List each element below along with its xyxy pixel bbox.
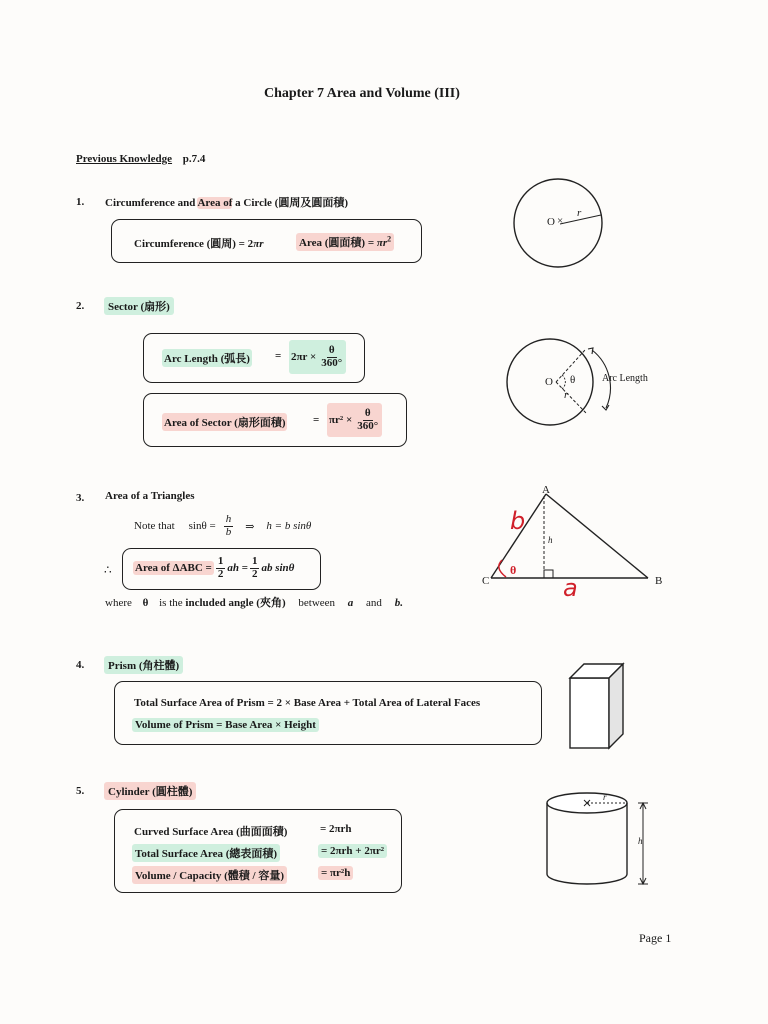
previous-knowledge-label: Previous Knowledge — [76, 153, 173, 165]
triangle-half-num-2: 1 — [251, 554, 258, 567]
section-1-heading-area-of: Area of — [197, 197, 233, 209]
cylinder-height-h: h — [638, 836, 643, 846]
area-circle-exp: 2 — [387, 234, 392, 244]
vertex-b-label: B — [655, 575, 663, 587]
section-1-heading — [105, 194, 348, 210]
where-a: a — [347, 597, 354, 609]
sector-area-denominator: 360° — [357, 419, 379, 432]
sector-area-formula — [327, 403, 382, 437]
sine-denominator: b — [225, 525, 232, 538]
arc-length-eq: = — [275, 350, 282, 362]
arc-length-lhs: 2πr × — [291, 351, 317, 363]
section-1-number: 1. — [76, 196, 85, 208]
section-2-heading: Sector (扇形) — [104, 297, 174, 315]
section-1-heading-part-a: Circumference and — [105, 197, 198, 209]
triangle-area-formula — [133, 551, 294, 585]
circumference-label: Circumference (圓周) = 2 — [134, 238, 254, 250]
sector-center-o: O — [545, 376, 553, 388]
arc-length-formula — [289, 340, 346, 374]
vertex-c-label: C — [482, 575, 490, 587]
cylinder-row-3-label: Volume / Capacity (體積 / 容量) — [132, 866, 287, 884]
height-equation: h = b sinθ — [266, 520, 312, 532]
therefore-symbol: ∴ — [104, 563, 112, 577]
sector-theta: θ — [570, 374, 576, 386]
cylinder-row-3-value: = πr²h — [318, 866, 353, 880]
prism-formula-box — [114, 681, 542, 745]
page-number: Page 1 — [639, 931, 672, 945]
section-1-heading-part-c: a Circle (圓周及圓面積) — [232, 197, 348, 209]
section-4-heading: Prism (角柱體) — [104, 656, 183, 674]
sector-area-eq: = — [313, 414, 320, 426]
previous-knowledge-page-ref: p.7.4 — [182, 153, 206, 165]
triangle-ah: ah = — [227, 562, 248, 574]
area-circle-formula — [296, 233, 394, 251]
sine-lhs: sinθ = — [188, 520, 216, 532]
sine-numerator: h — [225, 512, 232, 525]
circumference-vars: πr — [253, 238, 264, 250]
sector-radius-r: r — [564, 389, 569, 401]
area-circle-var: πr — [376, 237, 388, 249]
sector-area-lhs: πr² × — [329, 414, 353, 426]
area-circle-label: Area (圓面積) = — [299, 237, 377, 249]
sine-note-prefix: Note that — [134, 520, 175, 532]
cylinder-row-2-value: = 2πrh + 2πr² — [318, 844, 387, 858]
arc-length-numerator: θ — [328, 343, 335, 356]
section-5-number: 5. — [76, 785, 85, 797]
handwritten-theta-label: θ — [510, 563, 517, 577]
prism-figure — [565, 660, 635, 755]
handwritten-b-label: b — [510, 507, 526, 535]
where-between: between — [298, 597, 336, 609]
sector-area-numerator: θ — [364, 406, 371, 419]
section-2-number: 2. — [76, 300, 85, 312]
where-and: and — [366, 597, 382, 609]
prism-surface-area: Total Surface Area of Prism = 2 × Base Area + Total Area of Lateral Faces — [134, 697, 481, 709]
cylinder-row-1-label: Curved Surface Area (曲面面積) — [134, 826, 288, 838]
prism-volume: Volume of Prism = Base Area × Height — [132, 718, 319, 732]
cylinder-row-2-label: Total Surface Area (總表面積) — [132, 844, 280, 862]
triangle-half-den-2: 2 — [251, 567, 258, 580]
triangle-half-num: 1 — [217, 554, 224, 567]
arc-length-denominator: 360° — [321, 356, 343, 369]
section-5-heading: Cylinder (圓柱體) — [104, 782, 196, 800]
included-angle-note — [105, 594, 403, 610]
page-title: Chapter 7 Area and Volume (III) — [264, 86, 460, 101]
height-h-label: h — [548, 535, 553, 545]
included-angle-term: included angle (夾角) — [185, 597, 286, 609]
arc-length-label: Arc Length (弧長) — [162, 349, 252, 367]
sector-figure — [500, 335, 670, 435]
triangle-absin: ab sinθ — [261, 562, 295, 574]
where-theta: θ — [142, 597, 149, 609]
previous-knowledge — [76, 153, 205, 165]
circle-center-x: × — [557, 215, 564, 227]
implies-symbol: ⇒ — [245, 520, 255, 533]
circle-center-o: O — [547, 216, 555, 228]
sine-note — [134, 511, 311, 541]
vertex-a-label: A — [542, 484, 550, 496]
where-b: b. — [394, 597, 403, 609]
where-is-the: is the — [159, 597, 183, 609]
section-3-heading: Area of a Triangles — [105, 490, 195, 502]
handwritten-a-label: a — [563, 574, 578, 602]
circumference-formula — [134, 235, 263, 251]
sector-arc-label: Arc Length — [602, 373, 648, 384]
triangle-half-den: 2 — [217, 567, 224, 580]
triangle-area-label: Area of ΔABC = — [135, 562, 212, 574]
cylinder-row-1-value: = 2πrh — [320, 823, 352, 835]
section-3-number: 3. — [76, 492, 85, 504]
section-4-number: 4. — [76, 659, 85, 671]
where-word: where — [105, 597, 132, 609]
sector-area-label: Area of Sector (扇形面積) — [162, 413, 287, 431]
circle-radius-r: r — [577, 207, 582, 219]
cylinder-radius-r: r — [603, 792, 607, 802]
